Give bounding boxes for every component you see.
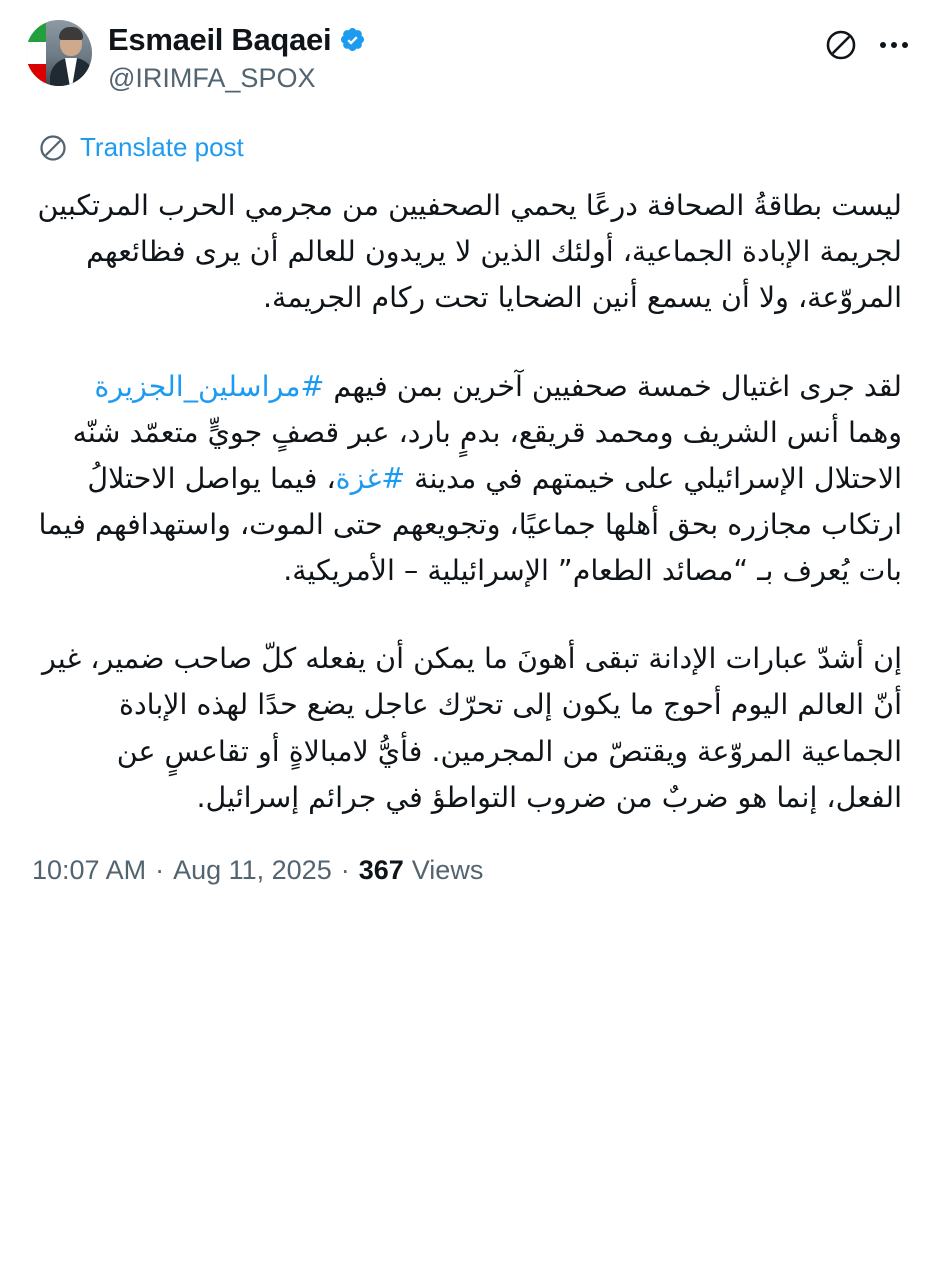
tweet-text-run: ليست بطاقةُ الصحافة درعًا يحمي الصحفيين من مجرمي الحرب المرتكبين لجريمة الإبادة الجماعية، أولئك الذين لا يريدون للعالم أن يرى فظائعهم المروّعة، ولا أن يسمع أنين الضحايا تحت ركام الجريمة. xyxy=(37,189,902,315)
views-count: 367 xyxy=(358,854,404,885)
tweet-text xyxy=(26,183,908,821)
translate-post-label: Translate post xyxy=(80,132,244,163)
tweet-text-run: ، فيما يواصل الاحتلالُ ارتكاب مجازره بحق أهلها جماعيًا، وتجويعهم حتى الموت، واستهدافهم فيما بات يُعرف بـ “مصائد الطعام” الإسرائيلية – الأمريكية. xyxy=(38,461,902,588)
tweet-paragraph xyxy=(34,636,902,821)
more-options-icon[interactable] xyxy=(880,42,908,48)
profile-names xyxy=(108,20,808,94)
display-name[interactable]: Esmaeil Baqaei xyxy=(108,22,332,57)
meta-separator: · xyxy=(340,854,350,885)
tweet-header xyxy=(26,20,908,94)
tweet-date: Aug 11, 2025 xyxy=(173,854,332,885)
header-actions xyxy=(824,20,908,62)
avatar-hair xyxy=(59,27,83,40)
views-label: Views xyxy=(411,854,484,885)
grok-icon xyxy=(38,133,68,163)
hashtag-link[interactable]: #غزة xyxy=(335,461,406,495)
tweet-text-run: وهما أنس الشريف ومحمد قريقع، بدمٍ بارد، عبر قصفٍ جويٍّ متعمّد شنّه الاحتلال الإسرائيلي على خيمتهم في مدينة xyxy=(72,415,902,495)
tweet-text-run: لقد جرى اغتيال خمسة صحفيين آخرين بمن فيهم xyxy=(324,369,902,403)
tweet-meta xyxy=(26,855,908,904)
translate-post-button[interactable] xyxy=(38,132,908,163)
grok-icon[interactable] xyxy=(824,28,858,62)
meta-separator: · xyxy=(155,854,165,885)
verified-badge-icon xyxy=(339,26,366,53)
tweet-paragraph xyxy=(34,364,902,595)
profile-avatar[interactable] xyxy=(26,20,92,86)
tweet-paragraph xyxy=(34,183,902,321)
hashtag-link[interactable]: #مراسلين_الجزيرة xyxy=(94,369,325,403)
profile-handle[interactable]: @IRIMFA_SPOX xyxy=(108,62,316,93)
tweet-text-run: إن أشدّ عبارات الإدانة تبقى أهونَ ما يمكن أن يفعله كلّ صاحب ضمير، غير أنّ العالم اليوم أحوج ما يكون إلى تحرّك عاجل يضع حدًا لهذه الإبادة الجماعية المروّعة ويقتصّ من المجرمين. فأيُّ لامبالاةٍ أو تقاعسٍ عن الفعل، إنما هو ضربٌ من ضروب التواطؤ في جرائم إسرائيل. xyxy=(42,642,902,814)
display-name-row xyxy=(108,22,808,58)
tweet-time: 10:07 AM xyxy=(32,854,147,885)
